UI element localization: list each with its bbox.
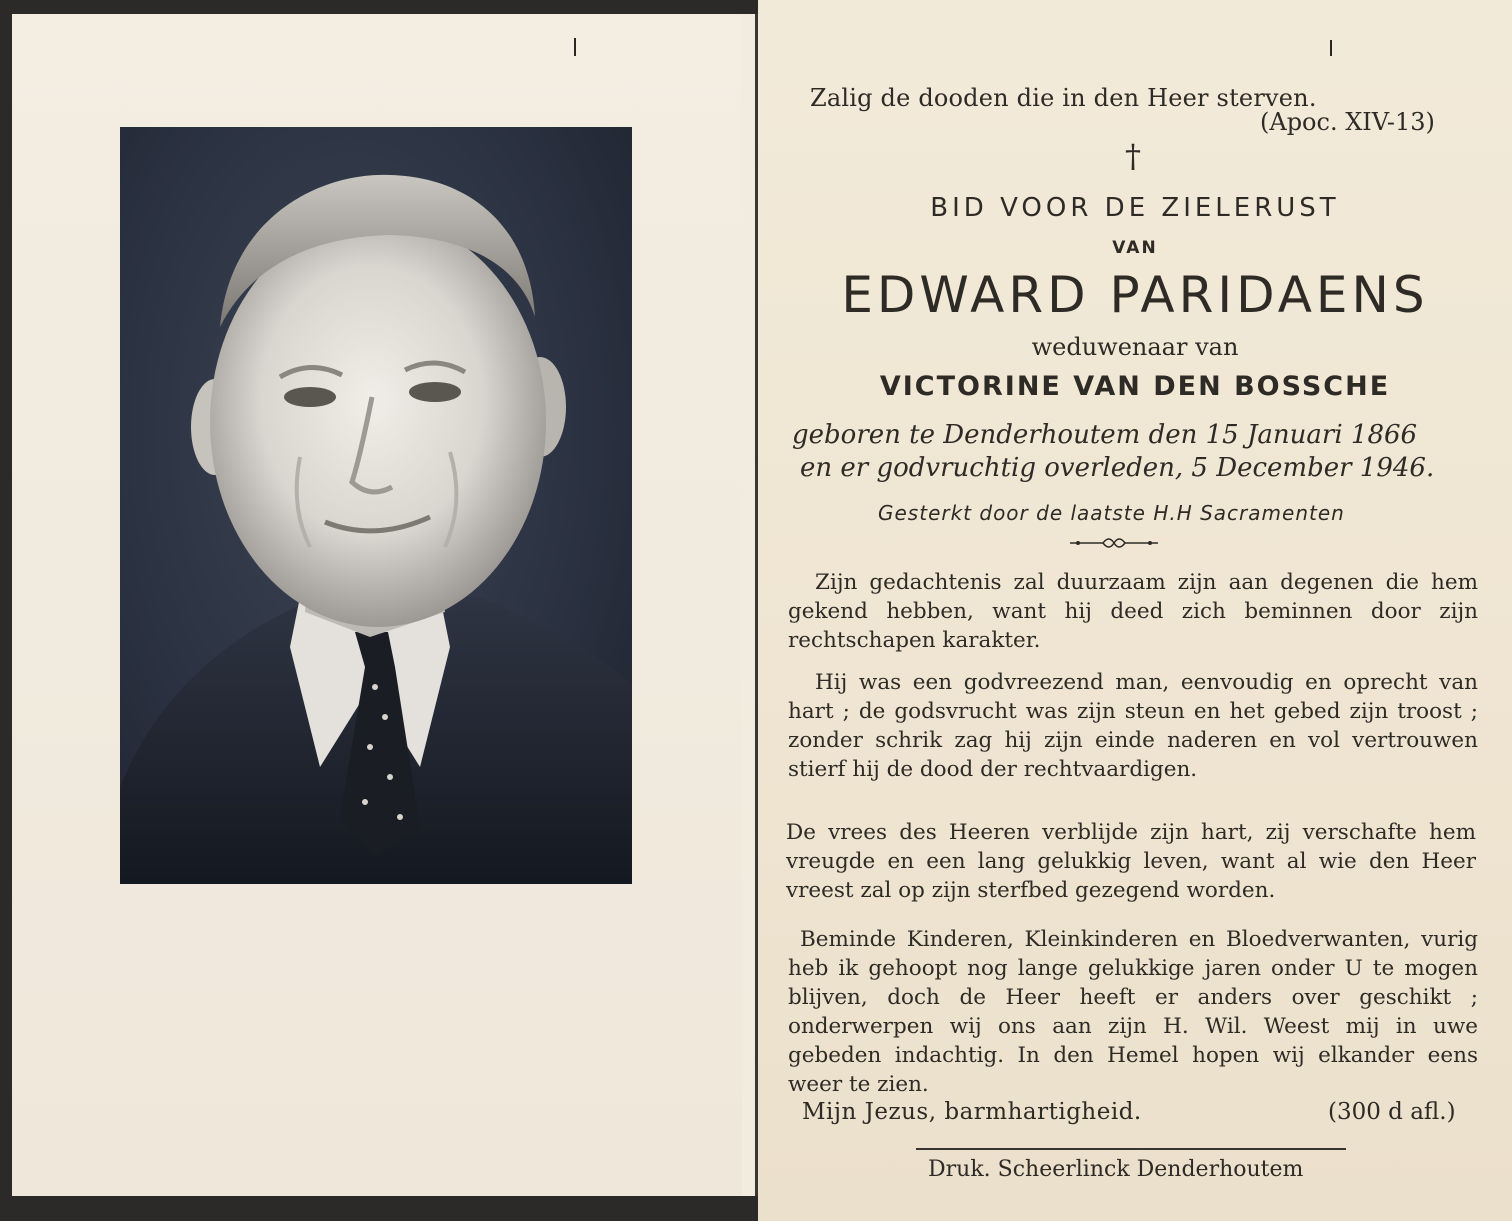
printer-imprint: Druk. Scheerlinck Denderhoutem xyxy=(928,1157,1304,1182)
portrait-photo xyxy=(120,127,632,884)
closing-prayer: Mijn Jezus, barmhartigheid. xyxy=(802,1099,1142,1125)
prayer-heading: BID VOOR DE ZIELERUST xyxy=(930,193,1340,223)
paper-mark xyxy=(1330,40,1332,56)
card-border-top xyxy=(0,0,758,14)
paragraph-farewell: Beminde Kinderen, Kleinkinderen en Bloedverwanten, vurig heb ik gehoopt nog lange gelukkige jaren onder U te mogen blijven, doch de Heer heeft er anders over geschikt ; onderwerpen wij ons aan zijn H. Wil. Weest mij in uwe gebeden indachtig. In den Hemel hopen wij elkander eens weer te zien. xyxy=(788,927,1478,1097)
paragraph-scripture: De vrees des Heeren verblijde zijn hart, zij verschafte hem vreugde en een lang gelukkig leven, want al wie den Heer vreest zal op zijn sterfbed gezegend worden. xyxy=(786,820,1476,903)
printer-rule xyxy=(916,1148,1346,1150)
memorial-card-back xyxy=(758,0,1512,1221)
death-line: en er godvruchtig overleden, 5 December 1946. xyxy=(800,453,1435,483)
ornament-divider xyxy=(1068,532,1160,554)
birth-line: geboren te Denderhoutem den 15 Januari 1866 xyxy=(792,420,1418,450)
heading-van: VAN xyxy=(1112,238,1158,258)
widower-label: weduwenaar van xyxy=(1031,333,1239,361)
portrait-illustration xyxy=(120,127,632,884)
indulgence-note: (300 d afl.) xyxy=(1328,1099,1456,1125)
cross-icon: † xyxy=(1125,137,1141,175)
deceased-name: EDWARD PARIDAENS xyxy=(841,266,1429,324)
paper-mark xyxy=(574,38,576,56)
bible-reference: (Apoc. XIV-13) xyxy=(1260,108,1435,136)
bible-quote: Zalig de dooden die in den Heer sterven. xyxy=(810,84,1317,112)
paragraph-remembrance: Zijn gedachtenis zal duurzaam zijn aan degenen die hem gekend hebben, want hij deed zich beminnen door zijn rechtschapen karakter. xyxy=(788,570,1478,653)
card-border-left xyxy=(0,0,12,1221)
card-border-bottom xyxy=(0,1196,758,1221)
sacraments-line: Gesterkt door de laatste H.H Sacramenten xyxy=(878,501,1345,525)
spouse-name: VICTORINE VAN DEN BOSSCHE xyxy=(879,371,1391,402)
paragraph-character: Hij was een godvreezend man, eenvoudig en oprecht van hart ; de godsvrucht was zijn steun en het gebed zijn troost ; zonder schrik zag hij zijn einde naderen en vol vertrouwen stierf hij de dood der rechtvaardigen. xyxy=(788,670,1478,782)
